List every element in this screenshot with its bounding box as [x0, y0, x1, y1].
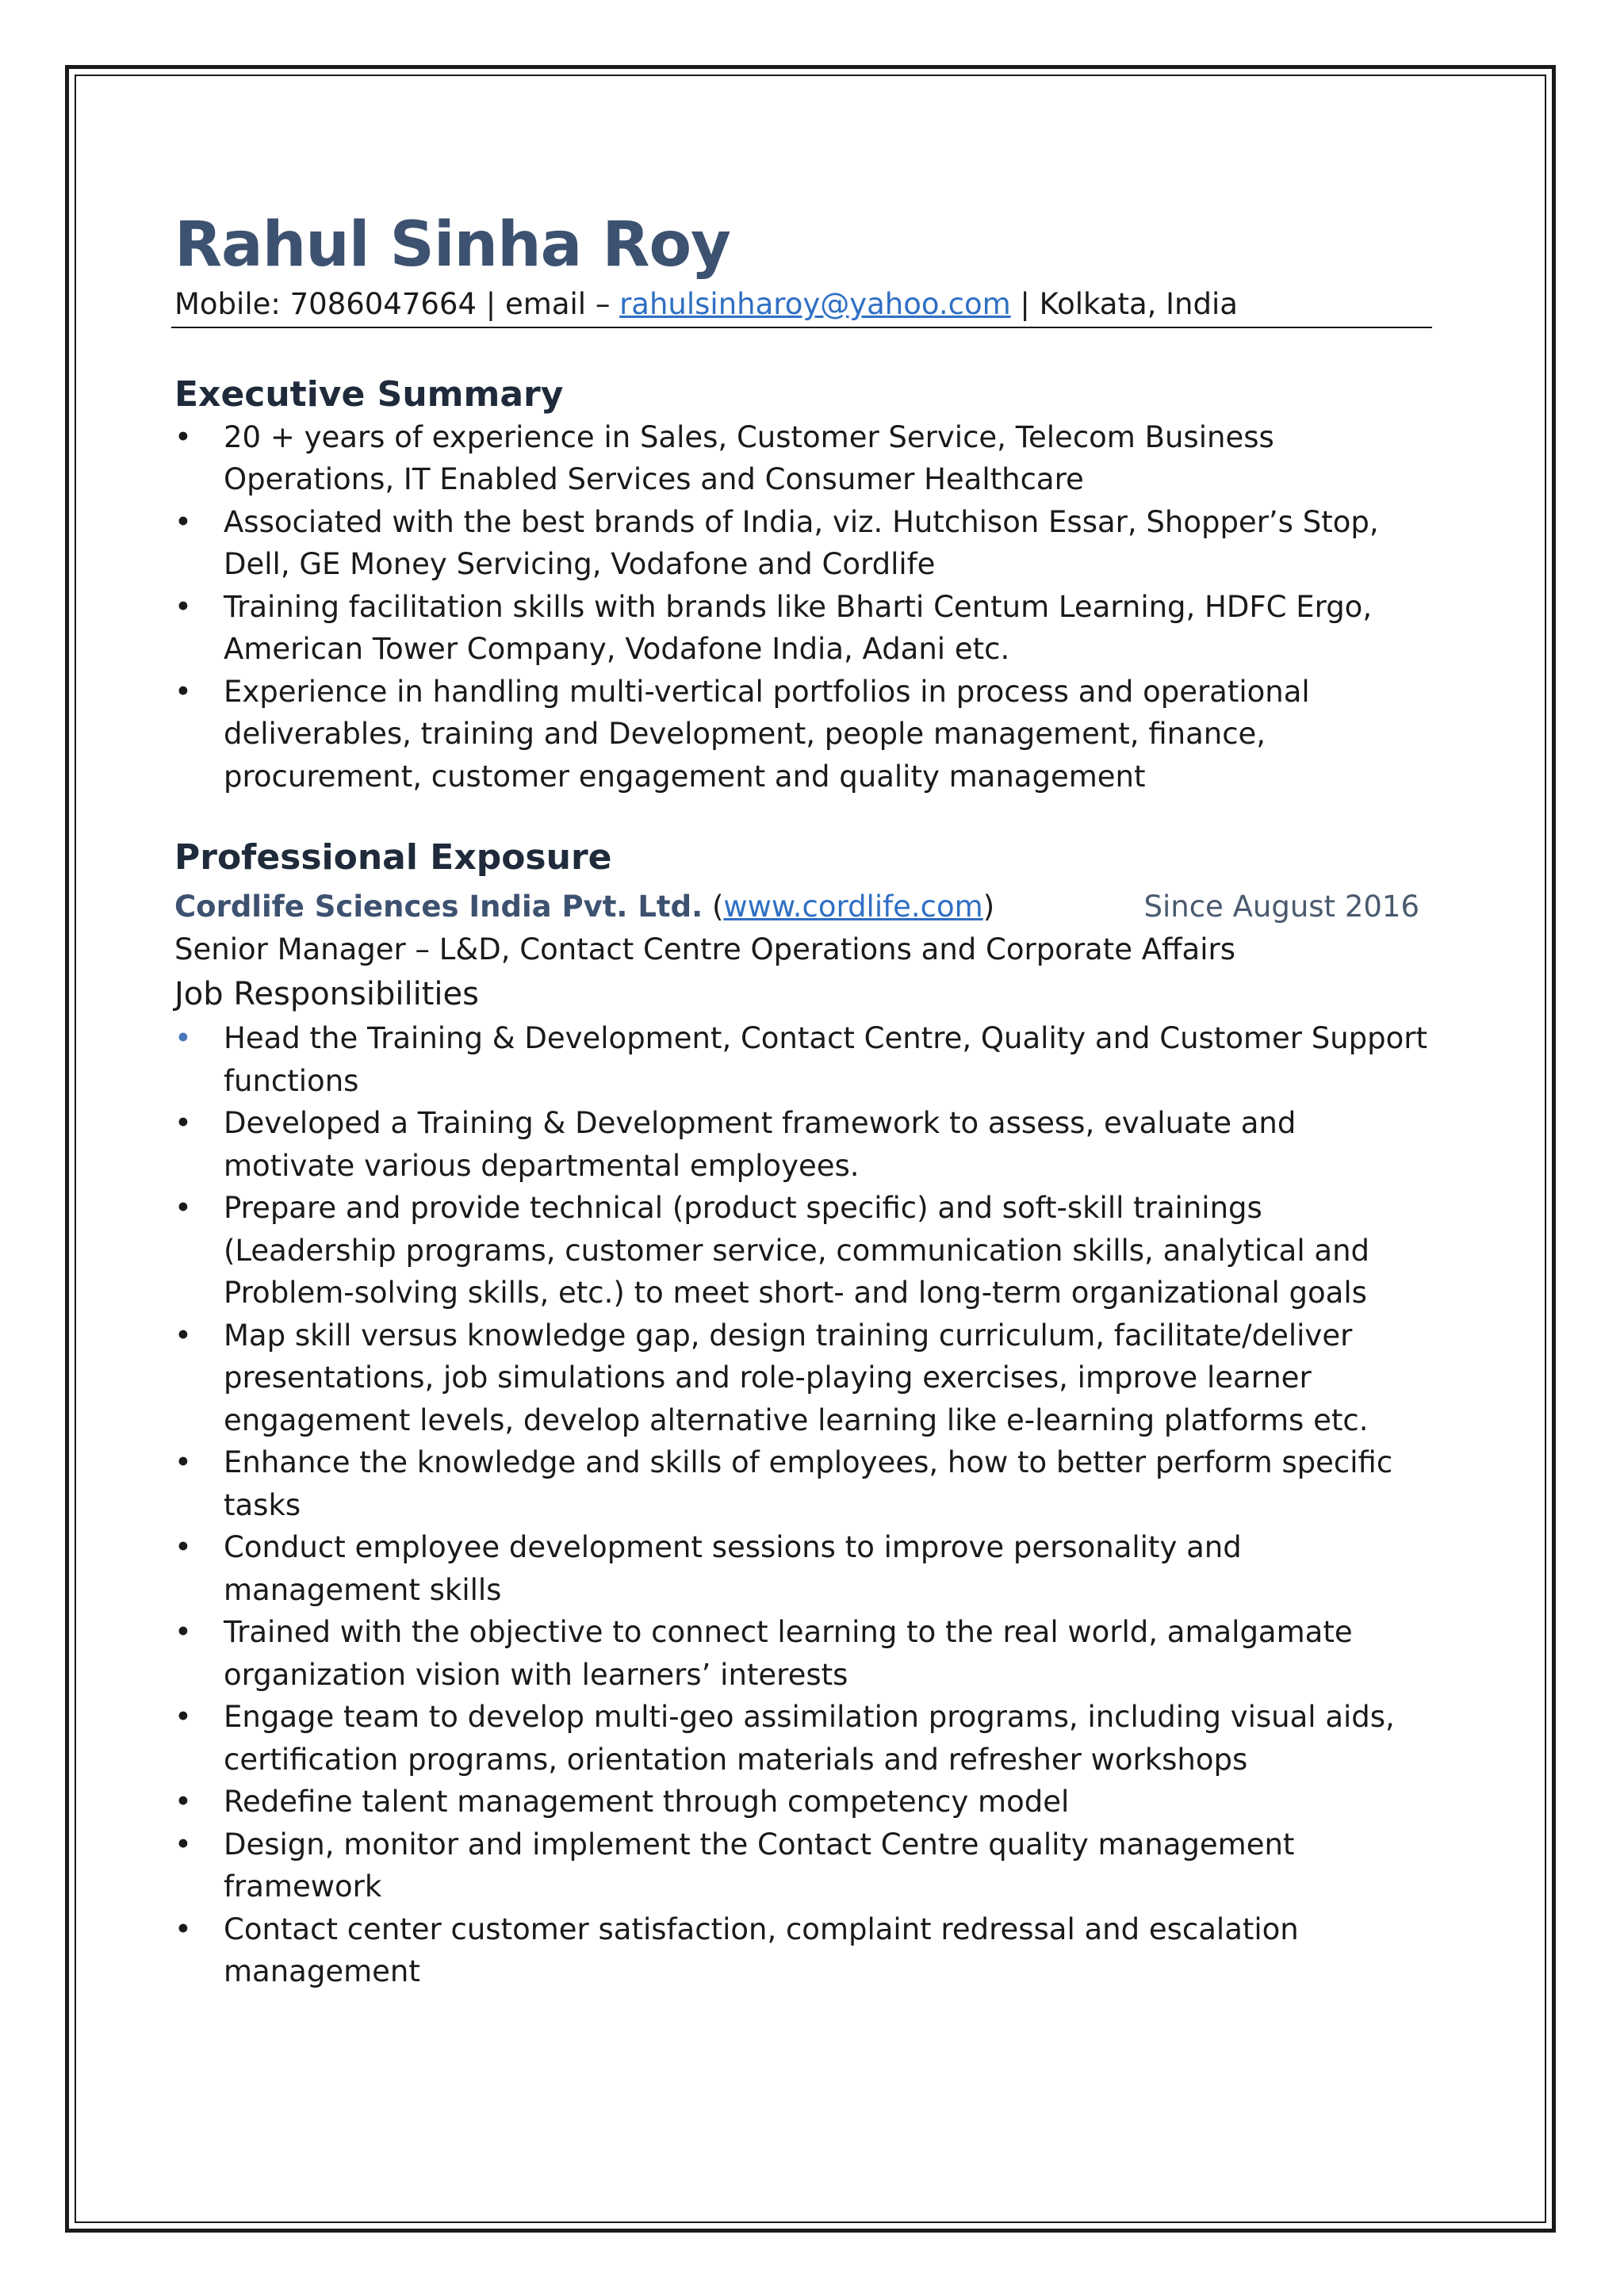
company-website-link[interactable]: www.cordlife.com: [723, 890, 983, 924]
list-item: • 20 + years of experience in Sales, Customer Service, Telecom Business Operations, IT Enabled Services and Consumer Healthcare: [174, 416, 1431, 501]
company-row: [174, 886, 1431, 928]
employment-since: Since August 2016: [1143, 890, 1419, 924]
mobile-label: Mobile:: [174, 287, 281, 321]
list-item: • Developed a Training & Development framework to assess, evaluate and motivate various departmental employees.: [174, 1102, 1431, 1187]
executive-summary-list: [174, 416, 1431, 798]
list-item: • Design, monitor and implement the Contact Centre quality management framework: [174, 1823, 1431, 1908]
professional-exposure-title: Professional Exposure: [174, 837, 612, 878]
company-name: Cordlife Sciences India Pvt. Ltd.: [174, 890, 703, 924]
job-responsibilities-list: [174, 1017, 1431, 1993]
separator: |: [485, 287, 496, 321]
job-responsibilities-title: Job Responsibilities: [174, 976, 479, 1013]
list-item: • Enhance the knowledge and skills of employees, how to better perform specific tasks: [174, 1441, 1431, 1526]
contact-line: [171, 285, 1432, 328]
email-link[interactable]: rahulsinharoy@yahoo.com: [619, 287, 1011, 321]
list-item: • Prepare and provide technical (product specific) and soft-skill trainings (Leadership programs, customer service, communication skills, analytical and Problem-solving skills, etc.) to meet short- and long-term organizational goals: [174, 1187, 1431, 1314]
list-item: • Head the Training & Development, Contact Centre, Quality and Customer Support functions: [174, 1017, 1431, 1102]
company-link-wrapper: (www.cordlife.com): [711, 890, 995, 924]
resume-content: [174, 209, 1431, 1993]
mobile-number: 7086047664: [289, 287, 477, 321]
job-role: Senior Manager – L&D, Contact Centre Operations and Corporate Affairs: [174, 932, 1235, 967]
list-item: • Trained with the objective to connect learning to the real world, amalgamate organization vision with learners’ interests: [174, 1611, 1431, 1696]
list-item: • Redefine talent management through competency model: [174, 1781, 1431, 1823]
list-item: • Contact center customer satisfaction, complaint redressal and escalation management: [174, 1908, 1431, 1993]
list-item: • Conduct employee development sessions to improve personality and management skills: [174, 1526, 1431, 1611]
list-item: • Training facilitation skills with brands like Bharti Centum Learning, HDFC Ergo, American Tower Company, Vodafone India, Adani etc.: [174, 586, 1431, 671]
list-item: • Map skill versus knowledge gap, design training curriculum, facilitate/deliver presentations, job simulations and role-playing exercises, improve learner engagement levels, develop alternative learning like e-learning platforms etc.: [174, 1314, 1431, 1442]
list-item: • Engage team to develop multi-geo assimilation programs, including visual aids, certification programs, orientation materials and refresher workshops: [174, 1696, 1431, 1781]
separator: |: [1020, 287, 1030, 321]
executive-summary-title: Executive Summary: [174, 374, 564, 415]
list-item: • Experience in handling multi-vertical portfolios in process and operational deliverables, training and Development, people management, finance, procurement, customer engagement and quality management: [174, 671, 1431, 798]
list-item: • Associated with the best brands of India, viz. Hutchison Essar, Shopper’s Stop, Dell, GE Money Servicing, Vodafone and Cordlife: [174, 501, 1431, 586]
location: Kolkata, India: [1039, 287, 1238, 321]
candidate-name: Rahul Sinha Roy: [174, 209, 730, 281]
email-label: email –: [505, 287, 611, 321]
